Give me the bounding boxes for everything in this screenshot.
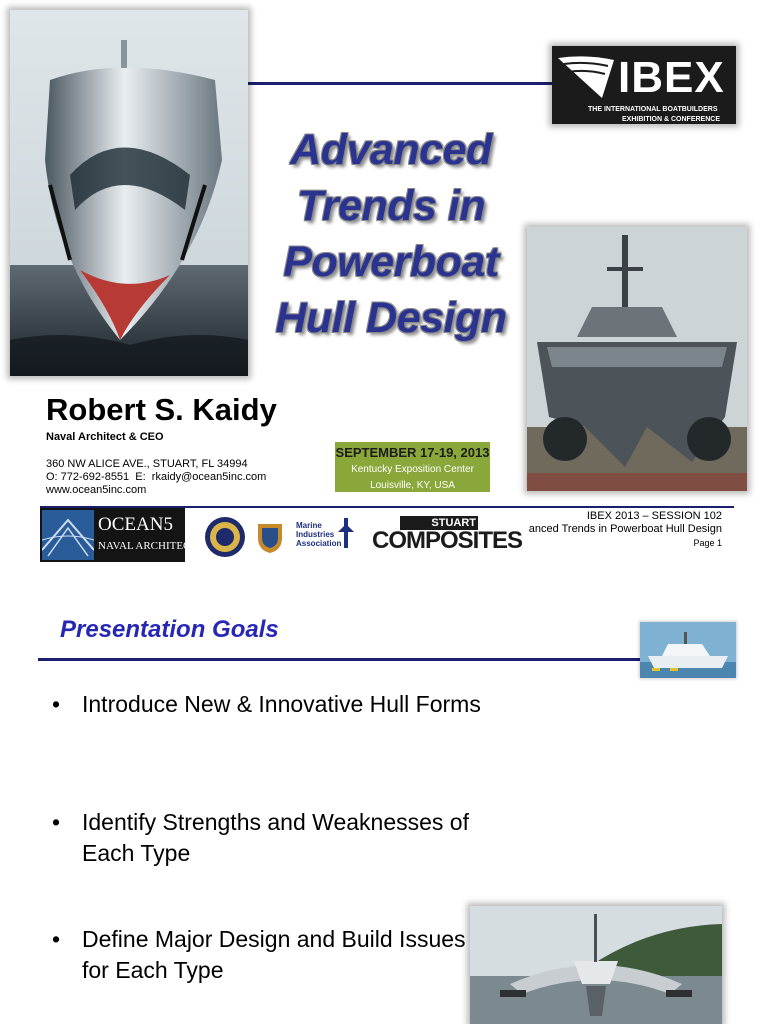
session-line-2: anced Trends in Powerboat Hull Design (528, 523, 722, 535)
seal-emblem-icon (204, 516, 246, 558)
author-role: Naval Architect & CEO (46, 431, 164, 443)
ocean5-name: OCEAN5 (98, 514, 173, 535)
goal-bullet-1 (52, 689, 492, 720)
ocean5-globe-icon (42, 510, 94, 560)
slide-title-line-2: Trends in (296, 182, 486, 230)
composites-label: COMPOSITES (372, 527, 523, 554)
slide-title (246, 122, 536, 346)
mia-line-3: Association (296, 539, 342, 548)
slide-title-line-1: Advanced (290, 126, 492, 174)
ibex-tagline-1: THE INTERNATIONAL BOATBUILDERS (588, 106, 718, 113)
stuart-label: STUART (431, 517, 476, 529)
ship-bow-photo (10, 10, 248, 376)
bullet-marker: • (52, 926, 61, 952)
trimaran-photo (470, 906, 722, 1024)
event-venue: Kentucky Exposition Center (351, 464, 474, 475)
goal-text-2: Identify Strengths and Weaknesses of Each Type (82, 809, 469, 866)
ibex-logo (552, 46, 736, 124)
event-banner (335, 442, 490, 492)
stuart-composites-logo (372, 514, 523, 554)
event-dates: SEPTEMBER 17-19, 2013 (335, 445, 490, 460)
session-line-1: IBEX 2013 – SESSION 102 (586, 510, 722, 522)
contact-phone-email: O: 772-692-8551 E: rkaidy@ocean5inc.com (46, 471, 267, 483)
crest-emblem-icon (256, 520, 284, 554)
ibex-logo-text: IBEX (618, 53, 725, 102)
contact-website: www.ocean5inc.com (46, 484, 147, 496)
ocean5-subtitle: NAVAL ARCHITECTS (98, 540, 204, 552)
slide-title-line-4: Hull Design (275, 294, 507, 342)
bullet-marker: • (52, 691, 61, 717)
event-city: Louisville, KY, USA (370, 480, 455, 491)
goals-title: Presentation Goals (60, 616, 279, 643)
mia-line-2: Industries (296, 530, 335, 539)
mia-line-1: Marine (296, 521, 322, 530)
page-number: Page 1 (693, 538, 722, 548)
goal-text-3: Define Major Design and Build Issues for Each Type (82, 926, 466, 983)
contact-address: 360 NW ALICE AVE., STUART, FL 34994 (46, 458, 248, 470)
goal-bullet-3 (52, 924, 492, 986)
mia-anchor-icon (338, 518, 354, 550)
bullet-marker: • (52, 809, 61, 835)
goals-rule (38, 658, 644, 661)
ibex-tagline-2: EXHIBITION & CONFERENCE (622, 116, 721, 123)
goal-bullet-2 (52, 807, 492, 869)
ocean5-logo (40, 508, 204, 562)
catamaran-photo (640, 622, 736, 678)
author-name: Robert S. Kaidy (46, 392, 277, 427)
ibex-swoosh-icon (556, 52, 618, 104)
slide-title-line-3: Powerboat (283, 238, 499, 286)
header-rule (246, 82, 556, 85)
ship-stern-photo (527, 227, 747, 491)
mia-logo (294, 518, 356, 556)
goal-text-1: Introduce New & Innovative Hull Forms (82, 691, 481, 717)
